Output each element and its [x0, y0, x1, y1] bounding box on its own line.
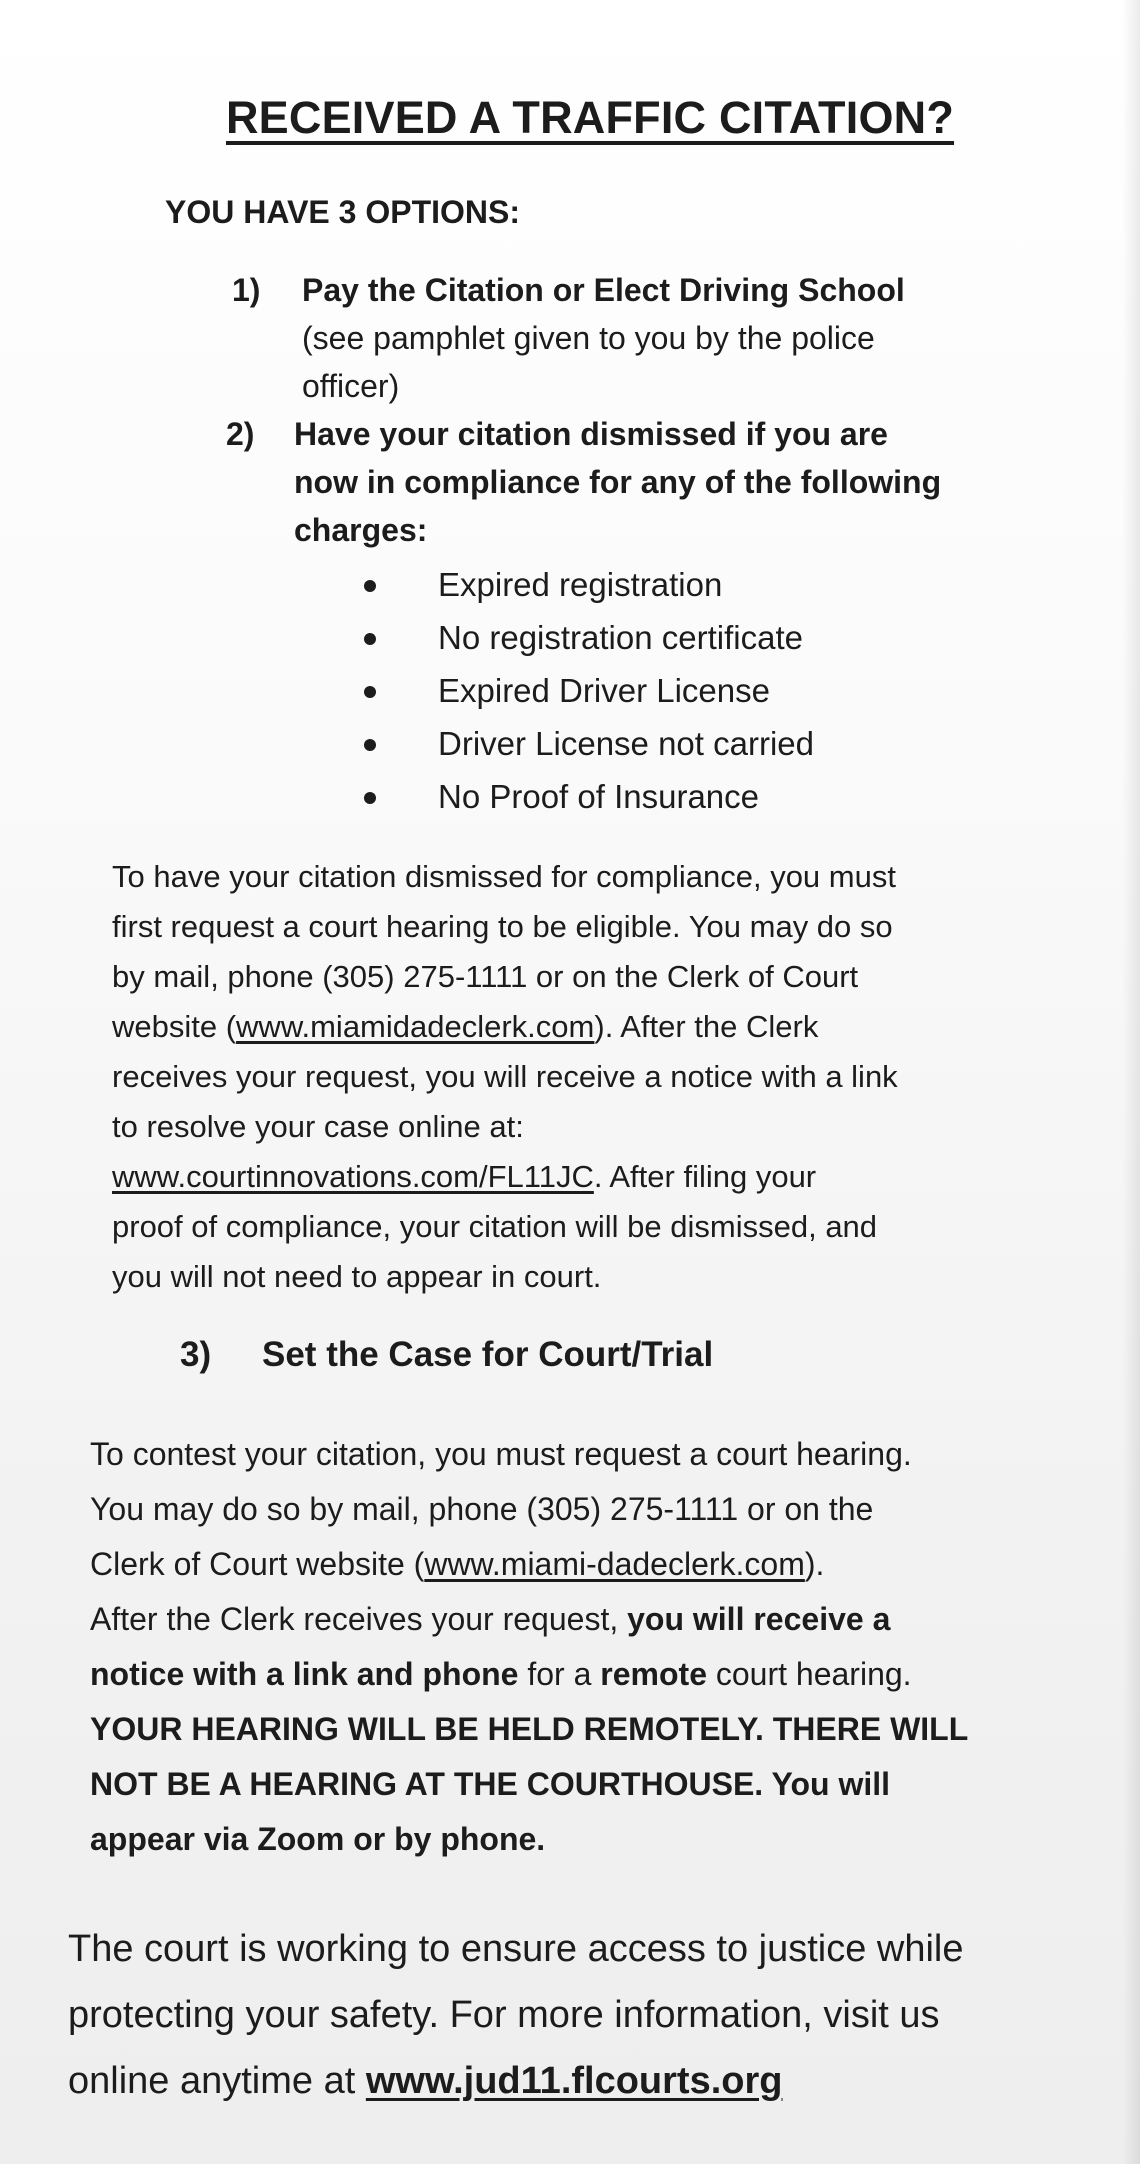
- compliance-paragraph: [112, 852, 898, 1302]
- charge-item: Driver License not carried: [350, 717, 814, 770]
- contest-line: NOT BE A HEARING AT THE COURTHOUSE. You will: [90, 1766, 891, 1802]
- closing-line: online anytime at www.jud11.flcourts.org: [68, 2060, 783, 2102]
- contest-line: Clerk of Court website (www.miami-dadeclerk.com).: [90, 1546, 825, 1582]
- charges-list: [350, 558, 814, 823]
- compliance-line: by mail, phone (305) 275-1111 or on the Clerk of Court: [112, 959, 859, 994]
- option-1-note-line-2: officer): [302, 368, 400, 404]
- option-2-heading-line-3: charges:: [294, 512, 428, 548]
- option-2-number: 2): [226, 416, 255, 452]
- clerk-website-link[interactable]: www.miamidadeclerk.com: [236, 1009, 595, 1044]
- option-3-heading: 3) Set the Case for Court/Trial: [180, 1335, 714, 1374]
- paper-edge-shadow: [1122, 0, 1140, 2164]
- compliance-line: www.courtinnovations.com/FL11JC. After filing your: [112, 1159, 817, 1194]
- option-1-heading: Pay the Citation or Elect Driving School: [302, 272, 905, 308]
- closing-line: protecting your safety. For more information, visit us: [68, 1994, 940, 2036]
- closing-line: The court is working to ensure access to justice while: [68, 1928, 964, 1970]
- compliance-line: proof of compliance, your citation will be dismissed, and: [112, 1209, 878, 1244]
- option-2-heading-line-1: Have your citation dismissed if you are: [294, 416, 888, 452]
- clerk-website-link[interactable]: www.miami-dadeclerk.com: [424, 1546, 805, 1582]
- closing-paragraph: [68, 1916, 964, 2114]
- compliance-line: website (www.miamidadeclerk.com). After the Clerk: [112, 1009, 819, 1044]
- option-2: [226, 410, 1086, 558]
- contest-line: appear via Zoom or by phone.: [90, 1821, 546, 1857]
- contest-line: After the Clerk receives your request, you will receive a: [90, 1601, 891, 1637]
- court-innovations-link[interactable]: www.courtinnovations.com/FL11JC: [112, 1159, 594, 1194]
- option-3-number: 3): [180, 1335, 212, 1374]
- contest-line: You may do so by mail, phone (305) 275-1111 or on the: [90, 1491, 874, 1527]
- page-title: RECEIVED A TRAFFIC CITATION?: [225, 92, 955, 143]
- compliance-line: first request a court hearing to be eligible. You may do so: [112, 909, 893, 944]
- contest-line: To contest your citation, you must request a court hearing.: [90, 1436, 912, 1472]
- options-subheading: YOU HAVE 3 OPTIONS:: [165, 194, 521, 230]
- compliance-line: To have your citation dismissed for compliance, you must: [112, 859, 896, 894]
- compliance-line: to resolve your case online at:: [112, 1109, 524, 1144]
- contest-line: YOUR HEARING WILL BE HELD REMOTELY. THERE WILL: [90, 1711, 969, 1747]
- option-2-heading-line-2: now in compliance for any of the following: [294, 464, 942, 500]
- option-1-number: 1): [232, 272, 261, 308]
- compliance-line: you will not need to appear in court.: [112, 1259, 602, 1294]
- contest-paragraph: [90, 1427, 968, 1867]
- compliance-line: receives your request, you will receive a notice with a link: [112, 1059, 898, 1094]
- option-1-note-line-1: (see pamphlet given to you by the police: [302, 320, 875, 356]
- charge-item: Expired registration: [350, 558, 814, 611]
- option-1: [232, 266, 1052, 410]
- charge-item: Expired Driver License: [350, 664, 814, 717]
- court-website-link[interactable]: www.jud11.flcourts.org: [365, 2060, 783, 2102]
- charge-item: No registration certificate: [350, 611, 814, 664]
- charge-item: No Proof of Insurance: [350, 770, 814, 823]
- contest-line: notice with a link and phone for a remote court hearing.: [90, 1656, 912, 1692]
